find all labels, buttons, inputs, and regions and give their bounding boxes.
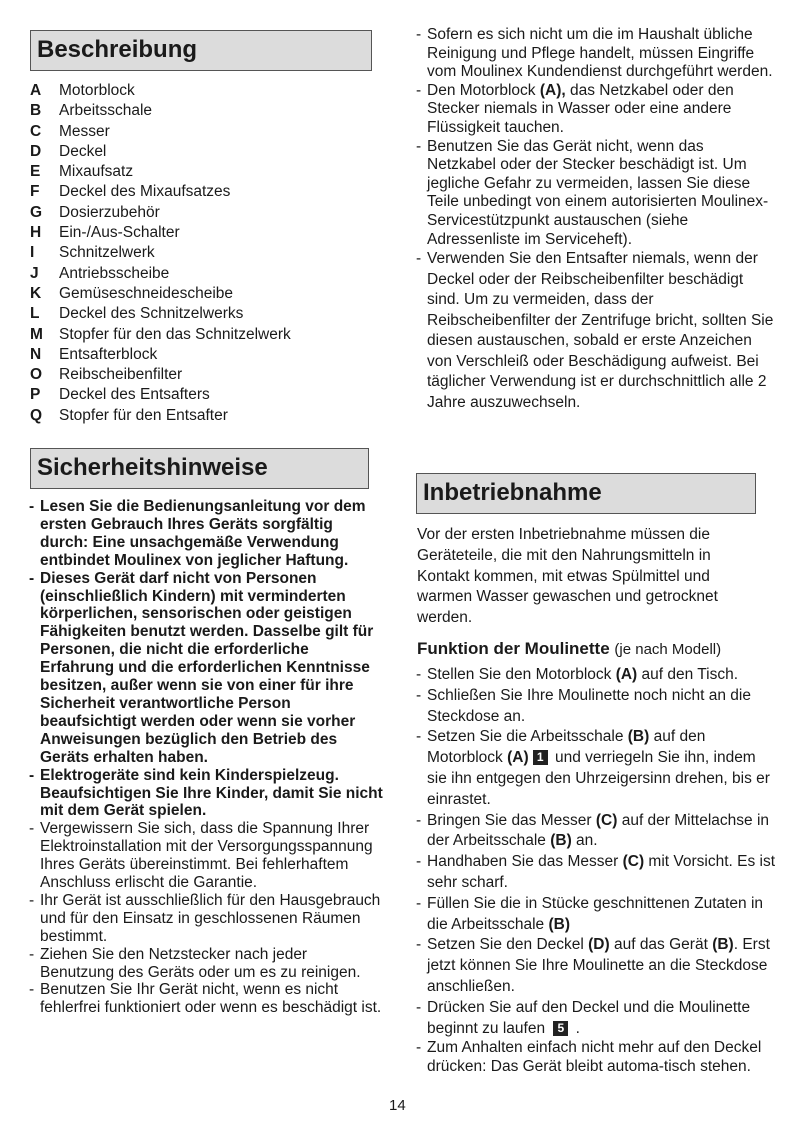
legend-key: L <box>30 305 40 323</box>
legend-key: H <box>30 224 42 242</box>
legend-item <box>30 182 390 202</box>
legend-label: Mixaufsatz <box>59 163 134 181</box>
beschreibung-heading: Beschreibung <box>30 30 372 71</box>
step-item: - Füllen Sie die in Stücke geschnittenen Zutaten in die Arbeitsschale (B) <box>416 894 776 936</box>
legend-key: C <box>30 122 42 140</box>
legend-label: Gemüseschneidescheibe <box>59 284 234 302</box>
figure-number-badge: 5 <box>553 1021 568 1036</box>
moulinette-subheading <box>417 638 777 661</box>
legend-key: D <box>30 142 42 160</box>
safety-item: - Sofern es sich nicht um die im Haushalt übliche Reinigung und Pflege handelt, müssen Eingriffe vom Moulinex Kundendienst durchgeführt werden. <box>416 26 776 82</box>
legend-item <box>30 203 390 223</box>
moulinette-model-note: (je nach Modell) <box>614 641 722 658</box>
legend-key: K <box>30 284 42 302</box>
step-item: - Stellen Sie den Motorblock (A) auf den Tisch. <box>416 665 776 686</box>
legend-item <box>30 365 390 385</box>
legend-key: O <box>30 366 43 384</box>
safety-item: - Benutzen Sie das Gerät nicht, wenn das Netzkabel oder der Stecker beschädigt ist. Um jegliche Gefahr zu vermeiden, lassen Sie diese Teile unbedingt von einem autorisierten Moulinex-Servicestützpunkt austauschen (siehe Adressenliste im Serviceheft). <box>416 138 776 250</box>
safety-list <box>29 498 385 1017</box>
legend-label: Deckel des Schnitzelwerks <box>59 305 244 323</box>
legend-label: Stopfer für den das Schnitzelwerk <box>59 325 291 343</box>
legend-label: Messer <box>59 122 110 140</box>
step-item: - Bringen Sie das Messer (C) auf der Mittelachse in der Arbeitsschale (B) an. <box>416 811 776 853</box>
legend-label: Antriebsscheibe <box>59 264 170 282</box>
legend-item <box>30 81 390 101</box>
safety-item: - Ziehen Sie den Netzstecker nach jeder Benutzung des Geräts oder um es zu reinigen. <box>29 946 385 982</box>
legend-label: Entsafterblock <box>59 345 158 363</box>
sicherheitshinweise-heading: Sicherheitshinweise <box>30 448 369 489</box>
legend-item <box>30 122 390 142</box>
legend-key: Q <box>30 406 43 424</box>
legend-key: B <box>30 102 42 120</box>
step-item: - Handhaben Sie das Messer (C) mit Vorsicht. Es ist sehr scharf. <box>416 852 776 894</box>
legend-key: G <box>30 203 43 221</box>
safety-list-continued <box>416 26 776 413</box>
legend-item <box>30 345 390 365</box>
legend-item <box>30 406 390 426</box>
page-number: 14 <box>389 1097 406 1114</box>
legend-label: Deckel <box>59 142 107 160</box>
safety-item: - Dieses Gerät darf nicht von Personen (einschließlich Kindern) mit verminderten körperlichen, sensorischen oder geistigen Fähigkeiten benutzt werden. Dasselbe gilt für Personen, die nicht die erforderliche Erfahrung und die erforderlichen Kenntnisse besitzen, außer wenn sie von einer für ihre Sicherheit verantwortliche Person beaufsichtigt werden oder wenn sie vorher Anweisungen bezüglich den Betrieb des Geräts erhalten haben. <box>29 570 385 767</box>
parts-legend <box>30 81 390 426</box>
legend-key: M <box>30 325 43 343</box>
legend-label: Stopfer für den Entsafter <box>59 406 228 424</box>
legend-item <box>30 284 390 304</box>
legend-key: A <box>30 82 42 99</box>
step-item: - Setzen Sie den Deckel (D) auf das Gerät (B). Erst jetzt können Sie Ihre Moulinette an die Steckdose anschließen. <box>416 935 776 997</box>
safety-item: - Den Motorblock (A), das Netzkabel oder den Stecker niemals in Wasser oder eine andere Flüssigkeit tauchen. <box>416 82 776 138</box>
legend-key: P <box>30 386 41 404</box>
legend-label: Schnitzelwerk <box>59 244 155 262</box>
step-item: - Setzen Sie die Arbeitsschale (B) auf den Motorblock (A) 1 und verriegeln Sie ihn, indem sie ihn entgegen den Uhrzeigersinn drehen, bis er einrastet. <box>416 727 776 810</box>
step-item: - Zum Anhalten einfach nicht mehr auf den Deckel drücken: Das Gerät bleibt automa-tisch stehen. <box>416 1039 776 1076</box>
safety-item: - Verwenden Sie den Entsafter niemals, wenn der Deckel oder der Reibscheibenfilter beschädigt sind. Um zu vermeiden, dass der Reibscheibenfilter der Zentrifuge bricht, sollten Sie diesen austauschen, sobald er erste Anzeichen von Verschleiß oder Beschädigung aufweist. Bei täglicher Verwendung ist er durchschnittlich alle 2 Jahre auszuwechseln. <box>416 249 776 413</box>
legend-item <box>30 142 390 162</box>
safety-item: - Elektrogeräte sind kein Kinderspielzeug. Beaufsichtigen Sie Ihre Kinder, damit Sie nicht mit dem Gerät spielen. <box>29 767 385 821</box>
legend-key: E <box>30 163 41 181</box>
legend-key: F <box>30 183 40 201</box>
moulinette-steps <box>416 665 776 1076</box>
legend-key: J <box>30 264 39 282</box>
safety-item: - Lesen Sie die Bedienungsanleitung vor dem ersten Gebrauch Ihres Geräts sorgfältig durch: Eine unsachgemäße Verwendung entbindet Moulinex von jeglicher Haftung. <box>29 498 385 570</box>
legend-item <box>30 162 390 182</box>
legend-key: N <box>30 345 42 363</box>
moulinette-title: Funktion der Moulinette <box>417 639 610 658</box>
safety-item: - Benutzen Sie Ihr Gerät nicht, wenn es nicht fehlerfrei funktioniert oder wenn es beschädigt ist. <box>29 981 385 1017</box>
legend-item <box>30 385 390 405</box>
legend-item <box>30 325 390 345</box>
legend-label: Dosierzubehör <box>59 203 160 221</box>
inbetriebnahme-intro: Vor der ersten Inbetriebnahme müssen die Geräteteile, die mit den Nahrungsmitteln in Kontakt kommen, mit etwas Spülmittel und warmen Wasser gewaschen und getrocknet werden. <box>417 526 718 627</box>
step-item: - Drücken Sie auf den Deckel und die Moulinette beginnt zu laufen 5 . <box>416 998 776 1040</box>
legend-item <box>30 264 390 284</box>
legend-label: Deckel des Entsafters <box>59 386 210 404</box>
legend-item <box>30 101 390 121</box>
figure-number-badge: 1 <box>533 750 548 765</box>
step-item: - Schließen Sie Ihre Moulinette noch nicht an die Steckdose an. <box>416 686 776 728</box>
safety-item: - Ihr Gerät ist ausschließlich für den Hausgebrauch und für den Einsatz in geschlossenen Räumen bestimmt. <box>29 892 385 946</box>
legend-label: Motorblock <box>59 82 135 99</box>
safety-item: - Vergewissern Sie sich, dass die Spannung Ihrer Elektroinstallation mit der Versorgungsspannung Ihres Geräts übereinstimmt. Bei fehlerhaftem Anschluss erlischt die Garantie. <box>29 820 385 892</box>
legend-label: Deckel des Mixaufsatzes <box>59 183 231 201</box>
legend-item <box>30 304 390 324</box>
legend-item <box>30 243 390 263</box>
legend-label: Ein-/Aus-Schalter <box>59 224 180 242</box>
legend-label: Reibscheibenfilter <box>59 366 183 384</box>
inbetriebnahme-heading: Inbetriebnahme <box>416 473 756 514</box>
legend-key: I <box>30 244 35 262</box>
legend-label: Arbeitsschale <box>59 102 153 120</box>
legend-item <box>30 223 390 243</box>
